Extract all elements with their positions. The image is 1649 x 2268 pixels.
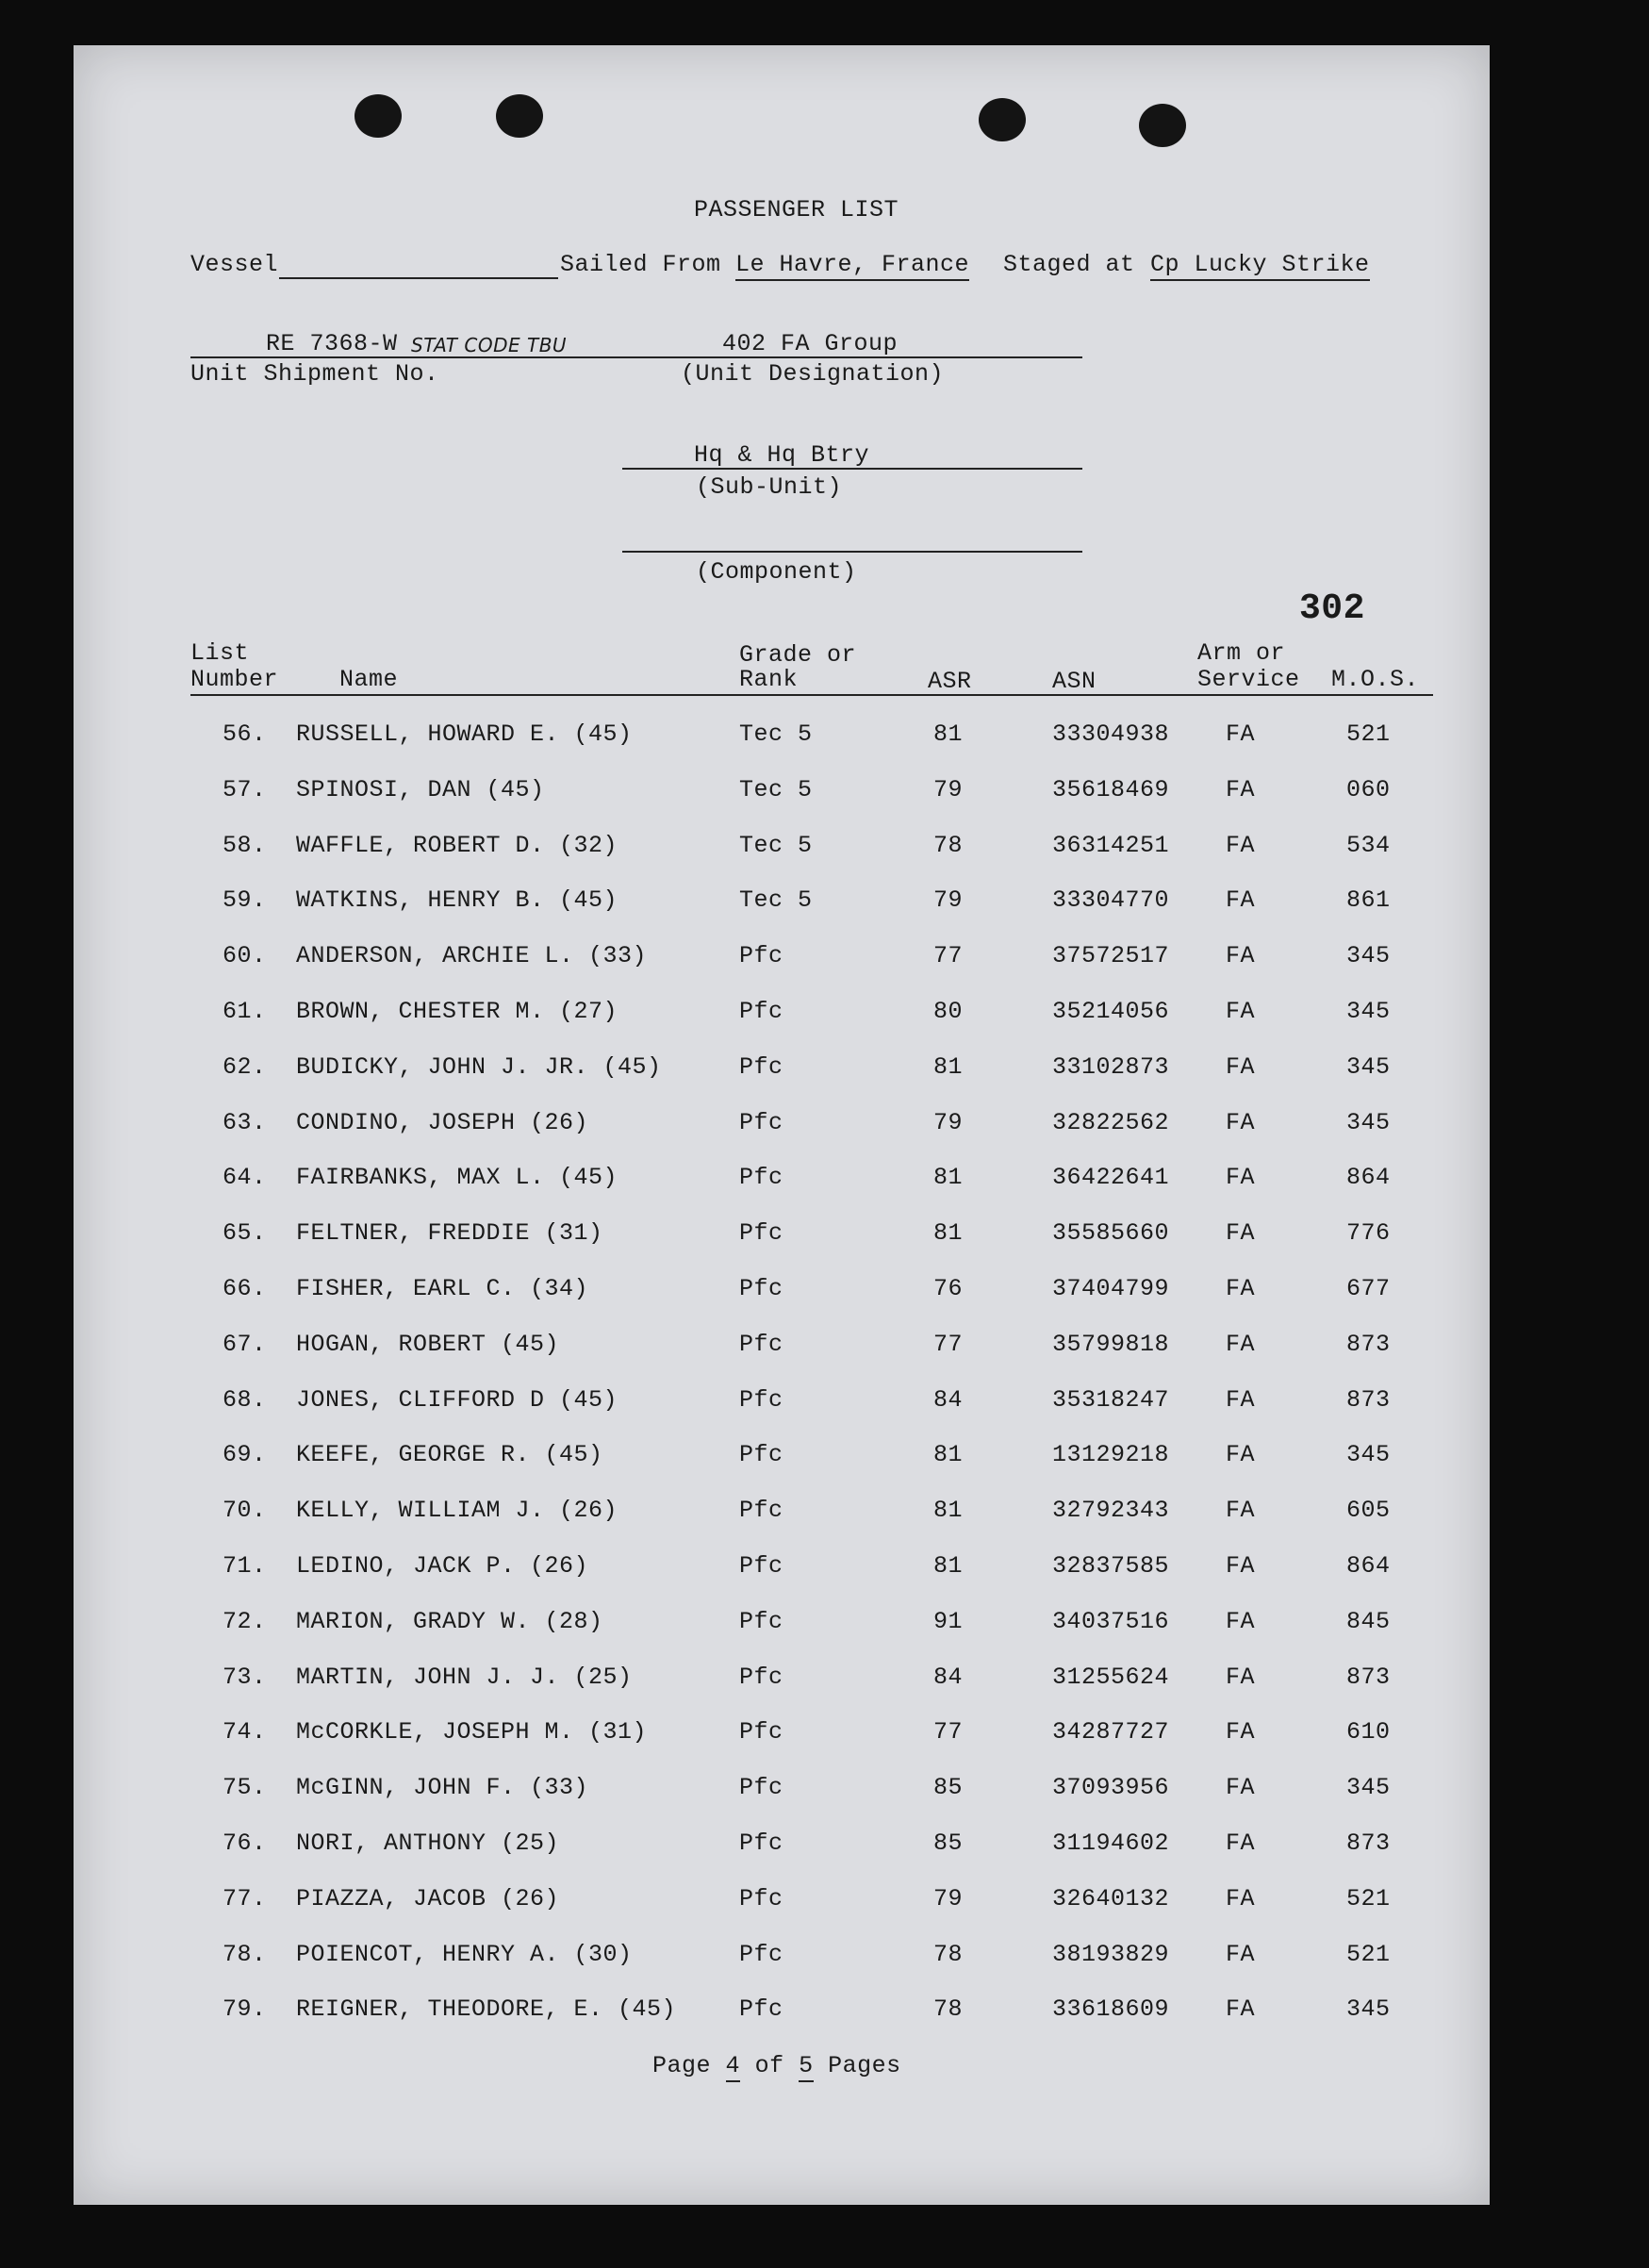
arm-service-cell: FA [1226, 1774, 1256, 1802]
passenger-name-cell: LEDINO, JACK P. (26) [296, 1552, 589, 1580]
passenger-name-cell: JONES, CLIFFORD D (45) [296, 1385, 618, 1414]
arm-service-cell: FA [1226, 1884, 1256, 1912]
mos-cell: 873 [1346, 1829, 1391, 1857]
passenger-name-cell: KELLY, WILLIAM J. (26) [296, 1497, 618, 1525]
asn-cell: 32640132 [1052, 1884, 1170, 1912]
passenger-name-cell: SPINOSI, DAN (45) [296, 775, 545, 803]
asn-cell: 33304938 [1052, 720, 1170, 748]
asr-cell: 81 [933, 1497, 964, 1525]
list-number-cell: 70. [223, 1497, 267, 1525]
mos-cell: 345 [1346, 1052, 1391, 1081]
grade-cell: Pfc [739, 1884, 783, 1912]
asr-cell: 79 [933, 886, 964, 915]
asr-cell: 77 [933, 942, 964, 970]
mos-cell: 345 [1346, 998, 1391, 1025]
passenger-name-cell: CONDINO, JOSEPH (26) [296, 1108, 589, 1136]
list-number-cell: 59. [223, 886, 267, 915]
mos-cell: 776 [1346, 1219, 1391, 1248]
list-number-cell: 75. [223, 1774, 267, 1802]
mos-cell: 605 [1346, 1497, 1391, 1525]
list-number-cell: 79. [223, 1995, 267, 2024]
page-stamp-number: 302 [1299, 588, 1365, 629]
list-number-cell: 58. [223, 831, 267, 859]
mos-cell: 345 [1346, 1774, 1391, 1802]
list-number-cell: 67. [223, 1330, 267, 1358]
grade-cell: Pfc [739, 1497, 783, 1525]
grade-cell: Tec 5 [739, 831, 813, 859]
handwritten-note: STAT CODE TBU [411, 334, 568, 356]
list-number-cell: 64. [223, 1164, 267, 1192]
passenger-name-cell: REIGNER, THEODORE, E. (45) [296, 1995, 677, 2024]
col-header-list-number-2: Number [190, 666, 279, 693]
passenger-name-cell: FELTNER, FREDDIE (31) [296, 1219, 603, 1248]
grade-cell: Pfc [739, 1441, 783, 1469]
arm-service-cell: FA [1226, 1219, 1256, 1248]
grade-cell: Pfc [739, 942, 783, 970]
unit-shipment-value: RE 7368-W [266, 330, 398, 357]
mos-cell: 845 [1346, 1607, 1391, 1635]
passenger-name-cell: BUDICKY, JOHN J. JR. (45) [296, 1052, 662, 1081]
mos-cell: 873 [1346, 1663, 1391, 1691]
unit-designation-label: (Unit Designation) [681, 360, 945, 388]
unit-designation-value: 402 FA Group [722, 330, 899, 357]
passenger-name-cell: MARION, GRADY W. (28) [296, 1607, 603, 1635]
passenger-name-cell: MARTIN, JOHN J. J. (25) [296, 1663, 633, 1691]
sub-unit-value: Hq & Hq Btry [694, 441, 870, 469]
col-header-arm-1: Arm or [1197, 639, 1286, 667]
asr-cell: 91 [933, 1607, 964, 1635]
asr-cell: 84 [933, 1663, 964, 1691]
arm-service-cell: FA [1226, 1385, 1256, 1414]
mos-cell: 521 [1346, 1940, 1391, 1968]
asn-cell: 36314251 [1052, 831, 1170, 859]
asr-cell: 77 [933, 1330, 964, 1358]
asr-cell: 85 [933, 1774, 964, 1802]
list-number-cell: 62. [223, 1052, 267, 1081]
asn-cell: 36422641 [1052, 1164, 1170, 1192]
col-header-mos: M.O.S. [1331, 666, 1420, 693]
unit-shipment-label: Unit Shipment No. [190, 360, 439, 388]
passenger-name-cell: WATKINS, HENRY B. (45) [296, 886, 618, 915]
passenger-name-cell: POIENCOT, HENRY A. (30) [296, 1940, 633, 1968]
punch-hole [355, 94, 402, 138]
asn-cell: 37404799 [1052, 1275, 1170, 1302]
asn-cell: 32822562 [1052, 1108, 1170, 1136]
asr-cell: 81 [933, 1164, 964, 1192]
passenger-name-cell: FISHER, EARL C. (34) [296, 1275, 589, 1302]
asn-cell: 32792343 [1052, 1497, 1170, 1525]
arm-service-cell: FA [1226, 1330, 1256, 1358]
arm-service-cell: FA [1226, 1940, 1256, 1968]
list-number-cell: 71. [223, 1552, 267, 1580]
component-line [622, 551, 1082, 553]
asr-cell: 79 [933, 1108, 964, 1136]
grade-cell: Pfc [739, 1275, 783, 1302]
asr-cell: 81 [933, 1219, 964, 1248]
asr-cell: 81 [933, 1052, 964, 1081]
mos-cell: 873 [1346, 1385, 1391, 1414]
passenger-name-cell: McCORKLE, JOSEPH M. (31) [296, 1718, 648, 1747]
mos-cell: 873 [1346, 1330, 1391, 1358]
punch-hole [1139, 104, 1186, 147]
list-number-cell: 68. [223, 1385, 267, 1414]
mos-cell: 864 [1346, 1552, 1391, 1580]
list-number-cell: 78. [223, 1940, 267, 1968]
asn-cell: 35318247 [1052, 1385, 1170, 1414]
asn-cell: 33304770 [1052, 886, 1170, 915]
asr-cell: 84 [933, 1385, 964, 1414]
sailed-from-value: Le Havre, France [735, 251, 969, 281]
passenger-name-cell: McGINN, JOHN F. (33) [296, 1774, 589, 1802]
passenger-name-cell: NORI, ANTHONY (25) [296, 1829, 560, 1857]
mos-cell: 521 [1346, 1884, 1391, 1912]
asr-cell: 78 [933, 1940, 964, 1968]
mos-cell: 345 [1346, 1441, 1391, 1469]
asn-cell: 31255624 [1052, 1663, 1170, 1691]
asn-cell: 31194602 [1052, 1829, 1170, 1857]
grade-cell: Pfc [739, 998, 783, 1025]
list-number-cell: 74. [223, 1718, 267, 1747]
mos-cell: 345 [1346, 1108, 1391, 1136]
mos-cell: 345 [1346, 1995, 1391, 2024]
list-number-cell: 66. [223, 1275, 267, 1302]
col-header-name: Name [339, 666, 399, 693]
document-title: PASSENGER LIST [694, 196, 899, 223]
grade-cell: Pfc [739, 1052, 783, 1081]
asn-cell: 33102873 [1052, 1052, 1170, 1081]
passenger-name-cell: RUSSELL, HOWARD E. (45) [296, 720, 633, 748]
asn-cell: 35214056 [1052, 998, 1170, 1025]
asr-cell: 76 [933, 1275, 964, 1302]
page-footer: Page 4 of 5 Pages [652, 2052, 901, 2079]
asn-cell: 34287727 [1052, 1718, 1170, 1747]
col-header-grade-2: Rank [739, 666, 799, 693]
list-number-cell: 61. [223, 998, 267, 1025]
list-number-cell: 56. [223, 720, 267, 748]
asn-cell: 35585660 [1052, 1219, 1170, 1248]
passenger-name-cell: KEEFE, GEORGE R. (45) [296, 1441, 603, 1469]
asr-cell: 85 [933, 1829, 964, 1857]
sailed-from-label: Sailed From [560, 251, 721, 278]
grade-cell: Pfc [739, 1330, 783, 1358]
arm-service-cell: FA [1226, 1052, 1256, 1081]
asn-cell: 35618469 [1052, 775, 1170, 803]
arm-service-cell: FA [1226, 1995, 1256, 2024]
passenger-name-cell: ANDERSON, ARCHIE L. (33) [296, 942, 648, 970]
grade-cell: Pfc [739, 1663, 783, 1691]
mos-cell: 521 [1346, 720, 1391, 748]
asn-cell: 13129218 [1052, 1441, 1170, 1469]
vessel-line [279, 277, 558, 279]
asn-cell: 35799818 [1052, 1330, 1170, 1358]
passenger-name-cell: WAFFLE, ROBERT D. (32) [296, 831, 618, 859]
arm-service-cell: FA [1226, 886, 1256, 915]
grade-cell: Pfc [739, 1552, 783, 1580]
document-page [74, 45, 1490, 2205]
mos-cell: 677 [1346, 1275, 1391, 1302]
arm-service-cell: FA [1226, 1829, 1256, 1857]
list-number-cell: 57. [223, 775, 267, 803]
header-rule [190, 694, 1433, 696]
mos-cell: 345 [1346, 942, 1391, 970]
asn-cell: 32837585 [1052, 1552, 1170, 1580]
arm-service-cell: FA [1226, 831, 1256, 859]
vessel-label: Vessel [190, 251, 279, 278]
asr-cell: 81 [933, 1552, 964, 1580]
asr-cell: 79 [933, 1884, 964, 1912]
mos-cell: 610 [1346, 1718, 1391, 1747]
passenger-name-cell: BROWN, CHESTER M. (27) [296, 998, 618, 1025]
grade-cell: Pfc [739, 1385, 783, 1414]
staged-at-label: Staged at [1003, 251, 1135, 278]
grade-cell: Pfc [739, 1108, 783, 1136]
asr-cell: 78 [933, 831, 964, 859]
list-number-cell: 69. [223, 1441, 267, 1469]
arm-service-cell: FA [1226, 1108, 1256, 1136]
mos-cell: 864 [1346, 1164, 1391, 1192]
asr-cell: 78 [933, 1995, 964, 2024]
asr-cell: 77 [933, 1718, 964, 1747]
list-number-cell: 63. [223, 1108, 267, 1136]
arm-service-cell: FA [1226, 1441, 1256, 1469]
arm-service-cell: FA [1226, 1497, 1256, 1525]
col-header-asn: ASN [1052, 668, 1097, 695]
arm-service-cell: FA [1226, 775, 1256, 803]
list-number-cell: 60. [223, 942, 267, 970]
grade-cell: Pfc [739, 1219, 783, 1248]
col-header-grade-1: Grade or [739, 641, 857, 669]
mos-cell: 861 [1346, 886, 1391, 915]
component-label: (Component) [696, 558, 857, 586]
arm-service-cell: FA [1226, 720, 1256, 748]
grade-cell: Pfc [739, 1829, 783, 1857]
asn-cell: 38193829 [1052, 1940, 1170, 1968]
asr-cell: 79 [933, 775, 964, 803]
col-header-asr: ASR [928, 668, 972, 695]
grade-cell: Pfc [739, 1718, 783, 1747]
list-number-cell: 72. [223, 1607, 267, 1635]
col-header-list-number-1: List [190, 639, 250, 667]
grade-cell: Pfc [739, 1995, 783, 2024]
asn-cell: 34037516 [1052, 1607, 1170, 1635]
grade-cell: Pfc [739, 1164, 783, 1192]
grade-cell: Pfc [739, 1774, 783, 1802]
asn-cell: 37093956 [1052, 1774, 1170, 1802]
arm-service-cell: FA [1226, 942, 1256, 970]
list-number-cell: 73. [223, 1663, 267, 1691]
grade-cell: Tec 5 [739, 886, 813, 915]
asr-cell: 81 [933, 1441, 964, 1469]
list-number-cell: 77. [223, 1884, 267, 1912]
asr-cell: 80 [933, 998, 964, 1025]
list-number-cell: 76. [223, 1829, 267, 1857]
staged-at-value: Cp Lucky Strike [1150, 251, 1370, 281]
passenger-name-cell: FAIRBANKS, MAX L. (45) [296, 1164, 618, 1192]
asn-cell: 37572517 [1052, 942, 1170, 970]
arm-service-cell: FA [1226, 1164, 1256, 1192]
arm-service-cell: FA [1226, 1607, 1256, 1635]
col-header-arm-2: Service [1197, 666, 1300, 693]
arm-service-cell: FA [1226, 1552, 1256, 1580]
asn-cell: 33618609 [1052, 1995, 1170, 2024]
sub-unit-label: (Sub-Unit) [696, 473, 843, 501]
grade-cell: Pfc [739, 1607, 783, 1635]
asr-cell: 81 [933, 720, 964, 748]
punch-hole [979, 98, 1026, 141]
mos-cell: 060 [1346, 775, 1391, 803]
arm-service-cell: FA [1226, 998, 1256, 1025]
mos-cell: 534 [1346, 831, 1391, 859]
passenger-name-cell: HOGAN, ROBERT (45) [296, 1330, 560, 1358]
grade-cell: Tec 5 [739, 775, 813, 803]
unit-shipment-line [190, 356, 681, 358]
arm-service-cell: FA [1226, 1663, 1256, 1691]
grade-cell: Tec 5 [739, 720, 813, 748]
arm-service-cell: FA [1226, 1718, 1256, 1747]
arm-service-cell: FA [1226, 1275, 1256, 1302]
list-number-cell: 65. [223, 1219, 267, 1248]
passenger-name-cell: PIAZZA, JACOB (26) [296, 1884, 560, 1912]
punch-hole [496, 94, 543, 138]
grade-cell: Pfc [739, 1940, 783, 1968]
